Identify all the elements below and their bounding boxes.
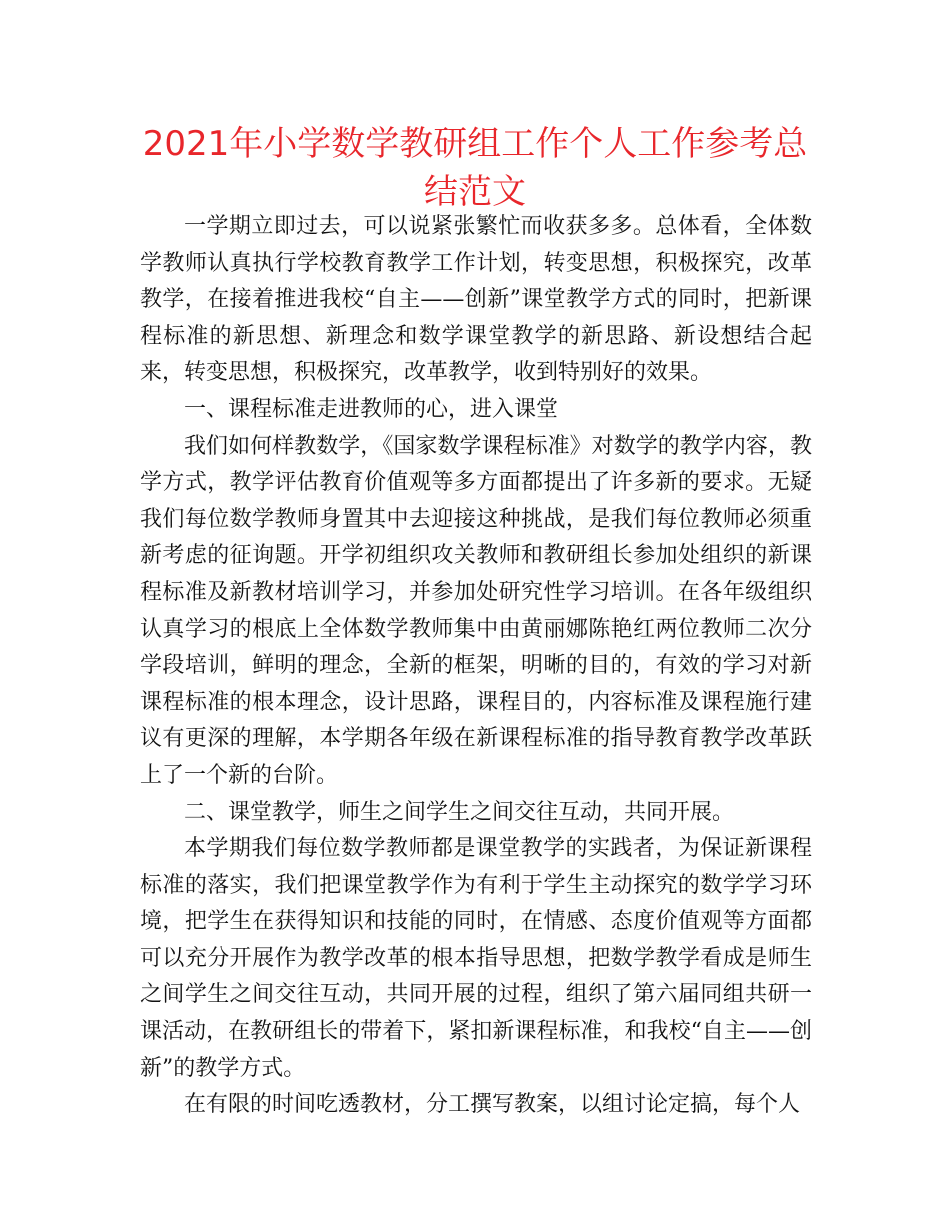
paragraph-intro: 一学期立即过去，可以说紧张繁忙而收获多多。总体看，全体数学教师认真执行学校教育教学工作计划，转变思想，积极探究，改革教学，在接着推进我校“自主——创新”课堂教学方式的同时，把新课程标准的新思想、新理念和数学课堂教学的新思路、新设想结合起来，转变思想，积极探究，改革教学，收到特别好的效果。 [140,214,812,386]
document-title: 2021年小学数学教研组工作个人工作参考总结范文 [142,124,808,212]
paragraph-continued: 在有限的时间吃透教材，分工撰写教案，以组讨论定搞，每个人 [184,1092,801,1118]
section-heading-1: 一、课程标准走进教师的心，进入课堂 [184,396,559,422]
section-heading-2: 二、课堂教学，师生之间学生之间交往互动，共同开展。 [184,799,735,825]
paragraph-section-2: 本学期我们每位数学教师都是课堂教学的实践者，为保证新课程标准的落实，我们把课堂教学作为有利于学生主动探究的数学学习环境，把学生在获得知识和技能的同时，在情感、态度价值观等方面都可以充分开展作为教学改革的根本指导思想，把数学教学看成是师生之间学生之间交往互动，共同开展的过程，组织了第六届同组共研一课活动，在教研组长的带着下，紧扣新课程标准，和我校“自主——创新”的教学方式。 [140,836,812,1081]
paragraph-section-1: 我们如何样教数学，《国家数学课程标准》对数学的教学内容，教学方式，教学评估教育价值观等多方面都提出了许多新的要求。无疑我们每位数学教师身置其中去迎接这种挑战，是我们每位教师必须重新考虑的征询题。开学初组织攻关教师和教研组长参加处组织的新课程标准及新教材培训学习，并参加处研究性学习培训。在各年级组织认真学习的根底上全体数学教师集中由黄丽娜陈艳红两位教师二次分学段培训，鲜明的理念，全新的框架，明晰的目的，有效的学习对新课程标准的根本理念，设计思路，课程目的，内容标准及课程施行建议有更深的理解，本学期各年级在新课程标准的指导教育教学改革跃上了一个新的台阶。 [140,433,812,788]
document-body [140,209,812,1124]
